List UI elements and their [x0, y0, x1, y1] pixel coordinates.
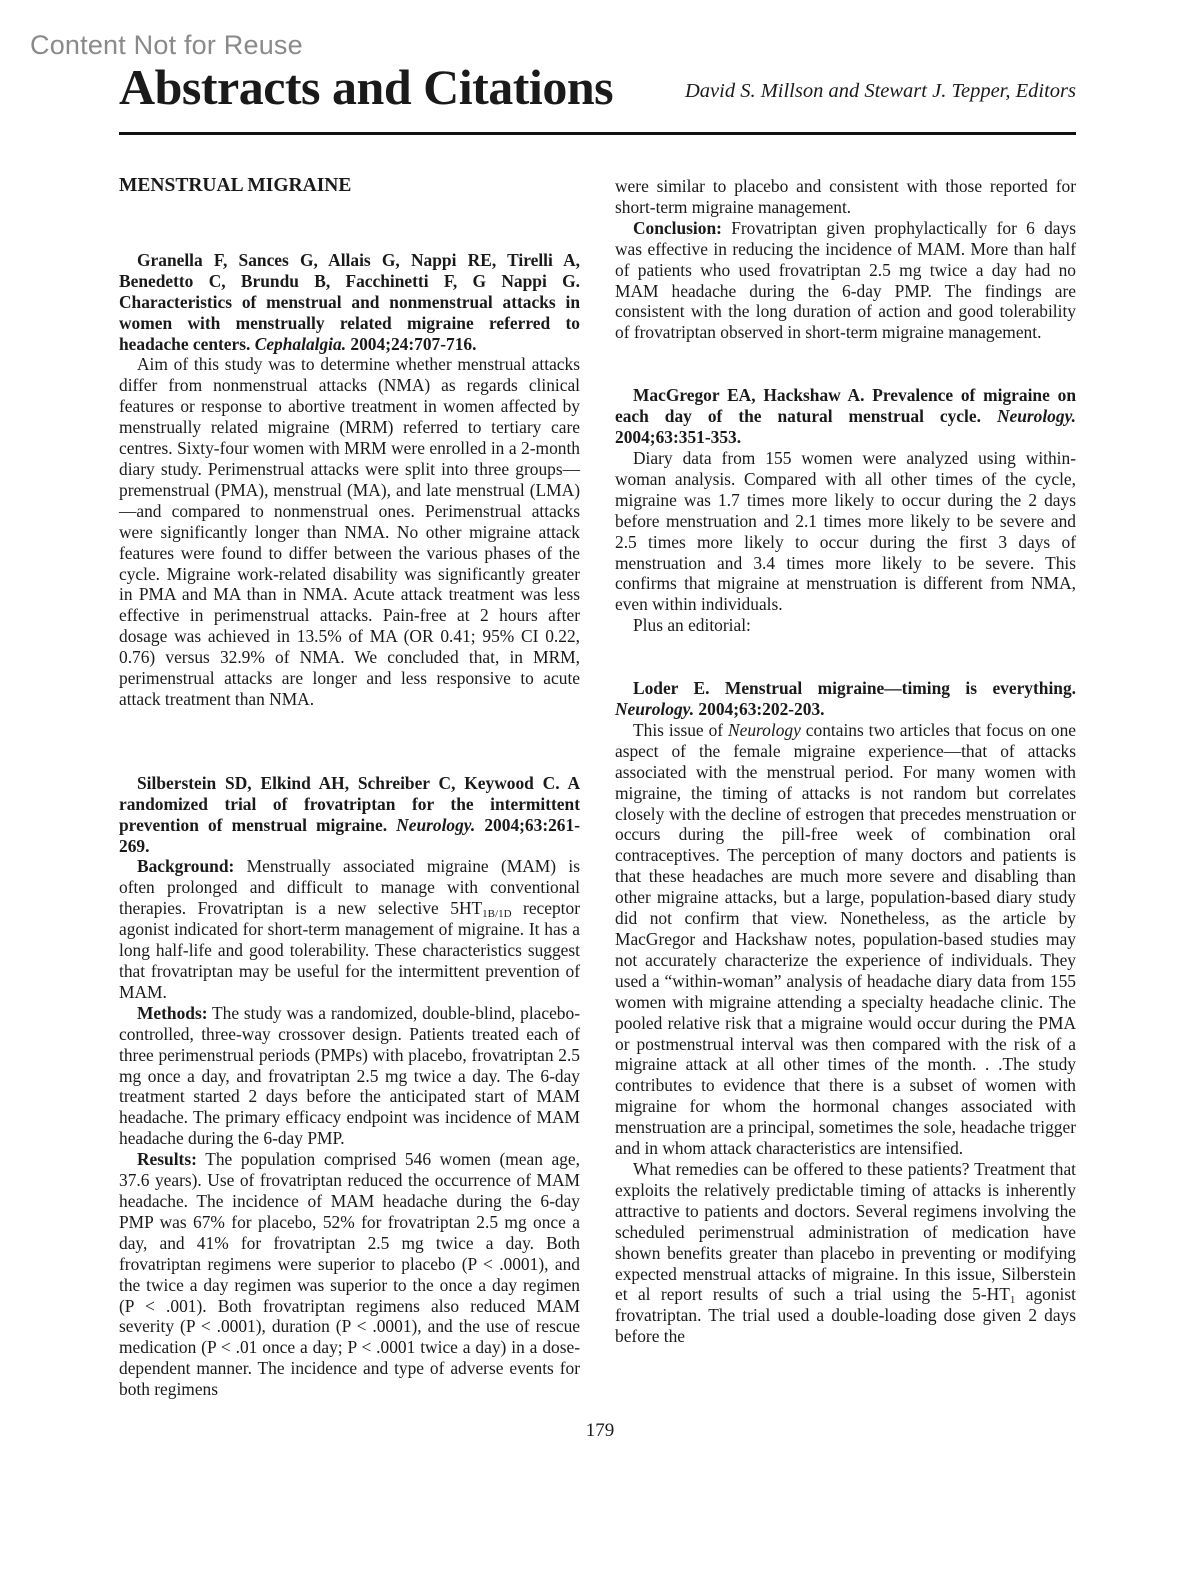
editorial-text: This issue of [633, 719, 729, 740]
background-label: Background: [137, 856, 235, 877]
citation-macgregor [615, 385, 1076, 448]
editorial-paragraph-1 [615, 720, 1076, 1159]
citation-authors-title: Silberstein SD, Elkind AH, Schreiber C, Keywood C. A randomized trial of frovatriptan for the intermittent prevention of menstrual migraine. [119, 772, 580, 835]
editorial-paragraph-2 [615, 1159, 1076, 1347]
section-title: MENSTRUAL MIGRAINE [119, 175, 352, 196]
abstract-background [119, 856, 580, 1002]
editorial-text: What remedies can be offered to these patients? Treatment that exploits the relatively predictable timing of attacks is inherently attractive to patients and doctors. Several regimens involving the scheduled perimenstrual administration of medication have shown benefits greater than placebo in preventing or modifying expected menstrual attacks of migraine. In this issue, Silberstein et al report results of such a trial using the 5-HT [615, 1158, 1076, 1305]
citation-silberstein [119, 773, 580, 857]
header-rule [119, 132, 1076, 135]
citation-journal: Neurology. [996, 406, 1076, 427]
left-column [119, 176, 580, 1400]
abstract-conclusion [615, 218, 1076, 343]
citation-authors-title: MacGregor EA, Hackshaw A. Prevalence of migraine on each day of the natural menstrual cycle. [615, 385, 1076, 427]
citation-ref: 2004;24:707-716. [350, 333, 477, 354]
editors-line: David S. Millson and Stewart J. Tepper, Editors [684, 80, 1076, 102]
editorial-text-cont: agonist frovatriptan. The trial used a double-loading dose given 2 days before the [615, 1284, 1076, 1347]
right-column [615, 176, 1076, 1347]
editorial-text-cont: contains two articles that focus on one aspect of the female migraine experience—that of attacks associated with the menstrual period. For many women with migraine, the timing of attacks is not random but correlates closely with the decline of estrogen that precedes menstruation or occurs during the pill-free week of combination oral contraceptives. The perception of many doctors and patients is that these headaches are much more severe and disabling than other migraine attacks, but a large, population-based diary study did not confirm that view. Nonetheless, as the article by MacGregor and Hackshaw notes, population-based studies may not accurately characterize the experience of individuals. They used a “within-woman” analysis of headache diary data from 155 women with migraine attending a specialty headache clinic. The pooled relative risk that a migraine would occur during the PMA or postmenstrual interval was then compared with the risk of a migraine attack at all other times of the month. . .The study contributes to evidence that there is a subset of women with migraine for whom the hormonal changes associated with menstruation are a principal, sometimes the sole, headache trigger and in whom attack characteristics are intensified. [615, 719, 1076, 1159]
spacer [119, 710, 580, 773]
abstract-results [119, 1149, 580, 1400]
receptor-subscript: 1B/1D [482, 908, 512, 921]
citation-granella [119, 250, 580, 355]
citation-journal: Neurology. [396, 814, 476, 835]
citation-ref: 2004;63:202-203. [698, 699, 825, 720]
results-text: The population comprised 546 women (mean age, 37.6 years). Use of frovatriptan reduced the occurrence of MAM headache. The incidence of MAM headache during the 6-day PMP was 67% for placebo, 52% for frovatriptan 2.5 mg once a day, and 41% for frovatriptan 2.5 mg twice a day. Both frovatriptan regimens were superior to placebo (P < .0001), and the twice a day regimen was superior to the once a day regimen (P < .001). Both frovatriptan regimens also reduced MAM severity (P < .0001), duration (P < .0001), and the use of rescue medication (P < .01 once a day; P < .0001 twice a day) in a dose-dependent manner. The incidence and type of adverse events for both regimens [119, 1149, 580, 1400]
results-label: Results: [137, 1149, 197, 1170]
page-number: 179 [585, 1420, 615, 1441]
background-text-cont: receptor agonist indicated for short-term management of migraine. It has a long half-life and good tolerability. These characteristics suggest that frovatriptan may be useful for the intermittent prevention of MAM. [119, 898, 580, 1002]
results-continued: were similar to placebo and consistent with those reported for short-term migraine management. [615, 176, 1076, 217]
citation-journal: Neurology. [615, 699, 695, 720]
conclusion-text: Frovatriptan given prophylactically for 6 days was effective in reducing the incidence of MAM. More than half of patients who used frovatriptan 2.5 mg twice a day had no MAM headache during the 6-day PMP. The findings are consistent with the long duration of action and good tolerability of frovatriptan observed in short-term migraine management. [615, 217, 1076, 343]
methods-text: The study was a randomized, double-blind, placebo-controlled, three-way crossover design. Patients treated each of three perimenstrual periods (PMPs) with placebo, frovatriptan 2.5 mg once a day, and frovatriptan 2.5 mg twice a day. The 6-day treatment started 2 days before the anticipated start of MAM headache. The primary efficacy endpoint was incidence of MAM headache during the 6-day PMP. [119, 1002, 580, 1149]
citation-ref: 2004;63:261-269. [119, 814, 580, 856]
page-title: Abstracts and Citations [119, 59, 614, 115]
conclusion-label: Conclusion: [633, 217, 722, 238]
citation-ref: 2004;63:351-353. [615, 427, 742, 448]
agonist-subscript: 1 [1009, 1294, 1016, 1307]
abstract-methods [119, 1003, 580, 1149]
spacer [615, 636, 1076, 678]
abstract-granella: Aim of this study was to determine whether menstrual attacks differ from nonmenstrual attacks (NMA) as regards clinical features or response to abortive treatment in women affected by menstrually related migraine (MRM) referred to tertiary care centres. Sixty-four women with MRM were enrolled in a 2-month diary study. Perimenstrual attacks were split into three groups—premenstrual (PMA), menstrual (MA), and late menstrual (LMA)—and compared to nonmenstrual ones. Perimenstrual attacks were significantly longer than NMA. No other migraine attack features were found to differ between the various phases of the cycle. Migraine work-related disability was significantly greater in PMA and MA than in NMA. Acute attack treatment was less effective in perimenstrual attacks. Pain-free at 2 hours after dosage was achieved in 13.5% of MA (OR 0.41; 95% CI 0.22, 0.76) versus 32.9% of NMA. We concluded that, in MRM, perimenstrual attacks are longer and less responsive to acute attack treatment than NMA. [119, 354, 580, 709]
methods-label: Methods: [137, 1002, 208, 1023]
spacer [119, 230, 580, 250]
abstract-macgregor: Diary data from 155 women were analyzed using within-woman analysis. Compared with all other times of the cycle, migraine was 1.7 times more likely to occur during the 2 days before menstruation and 2.1 times more likely to be severe and 2.5 times more likely to occur during the first 3 days of menstruation and 3.4 times more likely to be severe. This confirms that migraine at menstruation is different from NMA, even within individuals. [615, 447, 1076, 615]
citation-journal: Cephalalgia. [254, 333, 347, 354]
editorial-note: Plus an editorial: [633, 615, 751, 636]
citation-loder [615, 678, 1076, 720]
background-text: Menstrually associated migraine (MAM) is often prolonged and difficult to manage with conventional therapies. Frovatriptan is a new selective 5HT [119, 856, 580, 919]
journal-name-italic: Neurology [728, 719, 801, 740]
citation-authors-title: Loder E. Menstrual migraine—timing is everything. [633, 678, 1076, 699]
spacer [615, 343, 1076, 385]
watermark: Content Not for Reuse [30, 30, 303, 60]
citation-authors-title: Granella F, Sances G, Allais G, Nappi RE, Tirelli A, Benedetto C, Brundu B, Facchinetti F, G Nappi G. Characteristics of menstrual and nonmenstrual attacks in women with menstrually related migraine referred to headache centers. [119, 249, 580, 354]
